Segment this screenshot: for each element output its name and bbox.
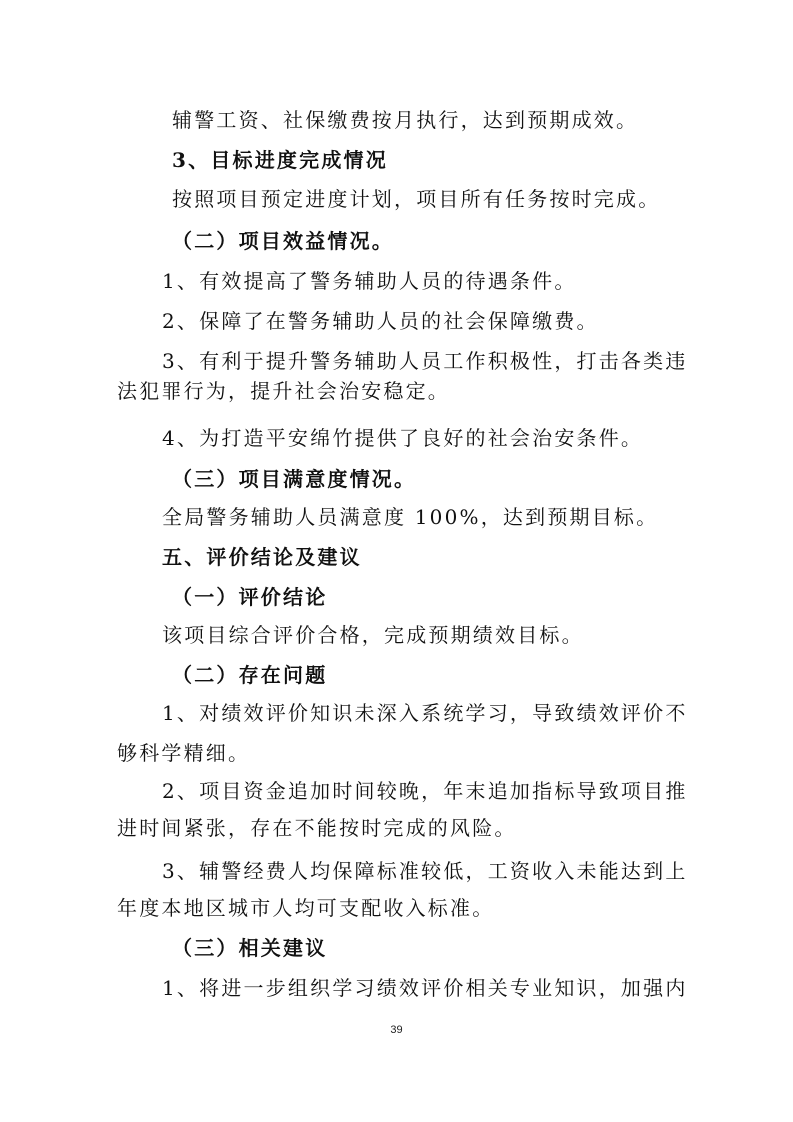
paragraph-line-2: 按照项目预定进度计划，项目所有任务按时完成。 [172,187,661,211]
chapter-heading-conclusion: 五、评价结论及建议 [162,545,362,569]
section-heading-problems: （二）存在问题 [172,663,328,687]
benefit-item-4: 4、为打造平安绵竹提供了良好的社会治安条件。 [162,426,644,450]
section-heading-suggestions: （三）相关建议 [172,936,328,960]
problem-item-1-line-2: 够科学精细。 [117,741,251,765]
conclusion-paragraph: 该项目综合评价合格，完成预期绩效目标。 [162,623,584,647]
benefit-item-3-line-1: 3、有利于提升警务辅助人员工作积极性，打击各类违 [162,349,688,373]
problem-item-1-line-1: 1、对绩效评价知识未深入系统学习，导致绩效评价不 [162,701,688,725]
section-heading-evaluation-conclusion: （一）评价结论 [172,585,328,609]
benefit-item-2: 2、保障了在警务辅助人员的社会保障缴费。 [162,309,599,333]
section-heading-satisfaction: （三）项目满意度情况。 [172,467,417,491]
satisfaction-paragraph: 全局警务辅助人员满意度 100%，达到预期目标。 [162,505,659,529]
section-heading-project-benefits: （二）项目效益情况。 [172,229,394,253]
benefit-item-1: 1、有效提高了警务辅助人员的待遇条件。 [162,269,577,293]
benefit-item-3-line-2: 法犯罪行为，提升社会治安稳定。 [117,379,450,403]
suggestion-item-1: 1、将进一步组织学习绩效评价相关专业知识，加强内 [162,976,688,1000]
page-number: 39 [390,1024,403,1036]
paragraph-line-1: 辅警工资、社保缴费按月执行，达到预期成效。 [172,108,639,132]
problem-item-2-line-2: 进时间紧张，存在不能按时完成的风险。 [117,816,517,840]
problem-item-3-line-2: 年度本地区城市人均可支配收入标准。 [117,896,495,920]
problem-item-2-line-1: 2、项目资金追加时间较晚，年末追加指标导致项目推 [162,779,688,803]
subheading-target-progress: 3、目标进度完成情况 [172,148,388,172]
problem-item-3-line-1: 3、辅警经费人均保障标准较低，工资收入未能达到上 [162,859,688,883]
